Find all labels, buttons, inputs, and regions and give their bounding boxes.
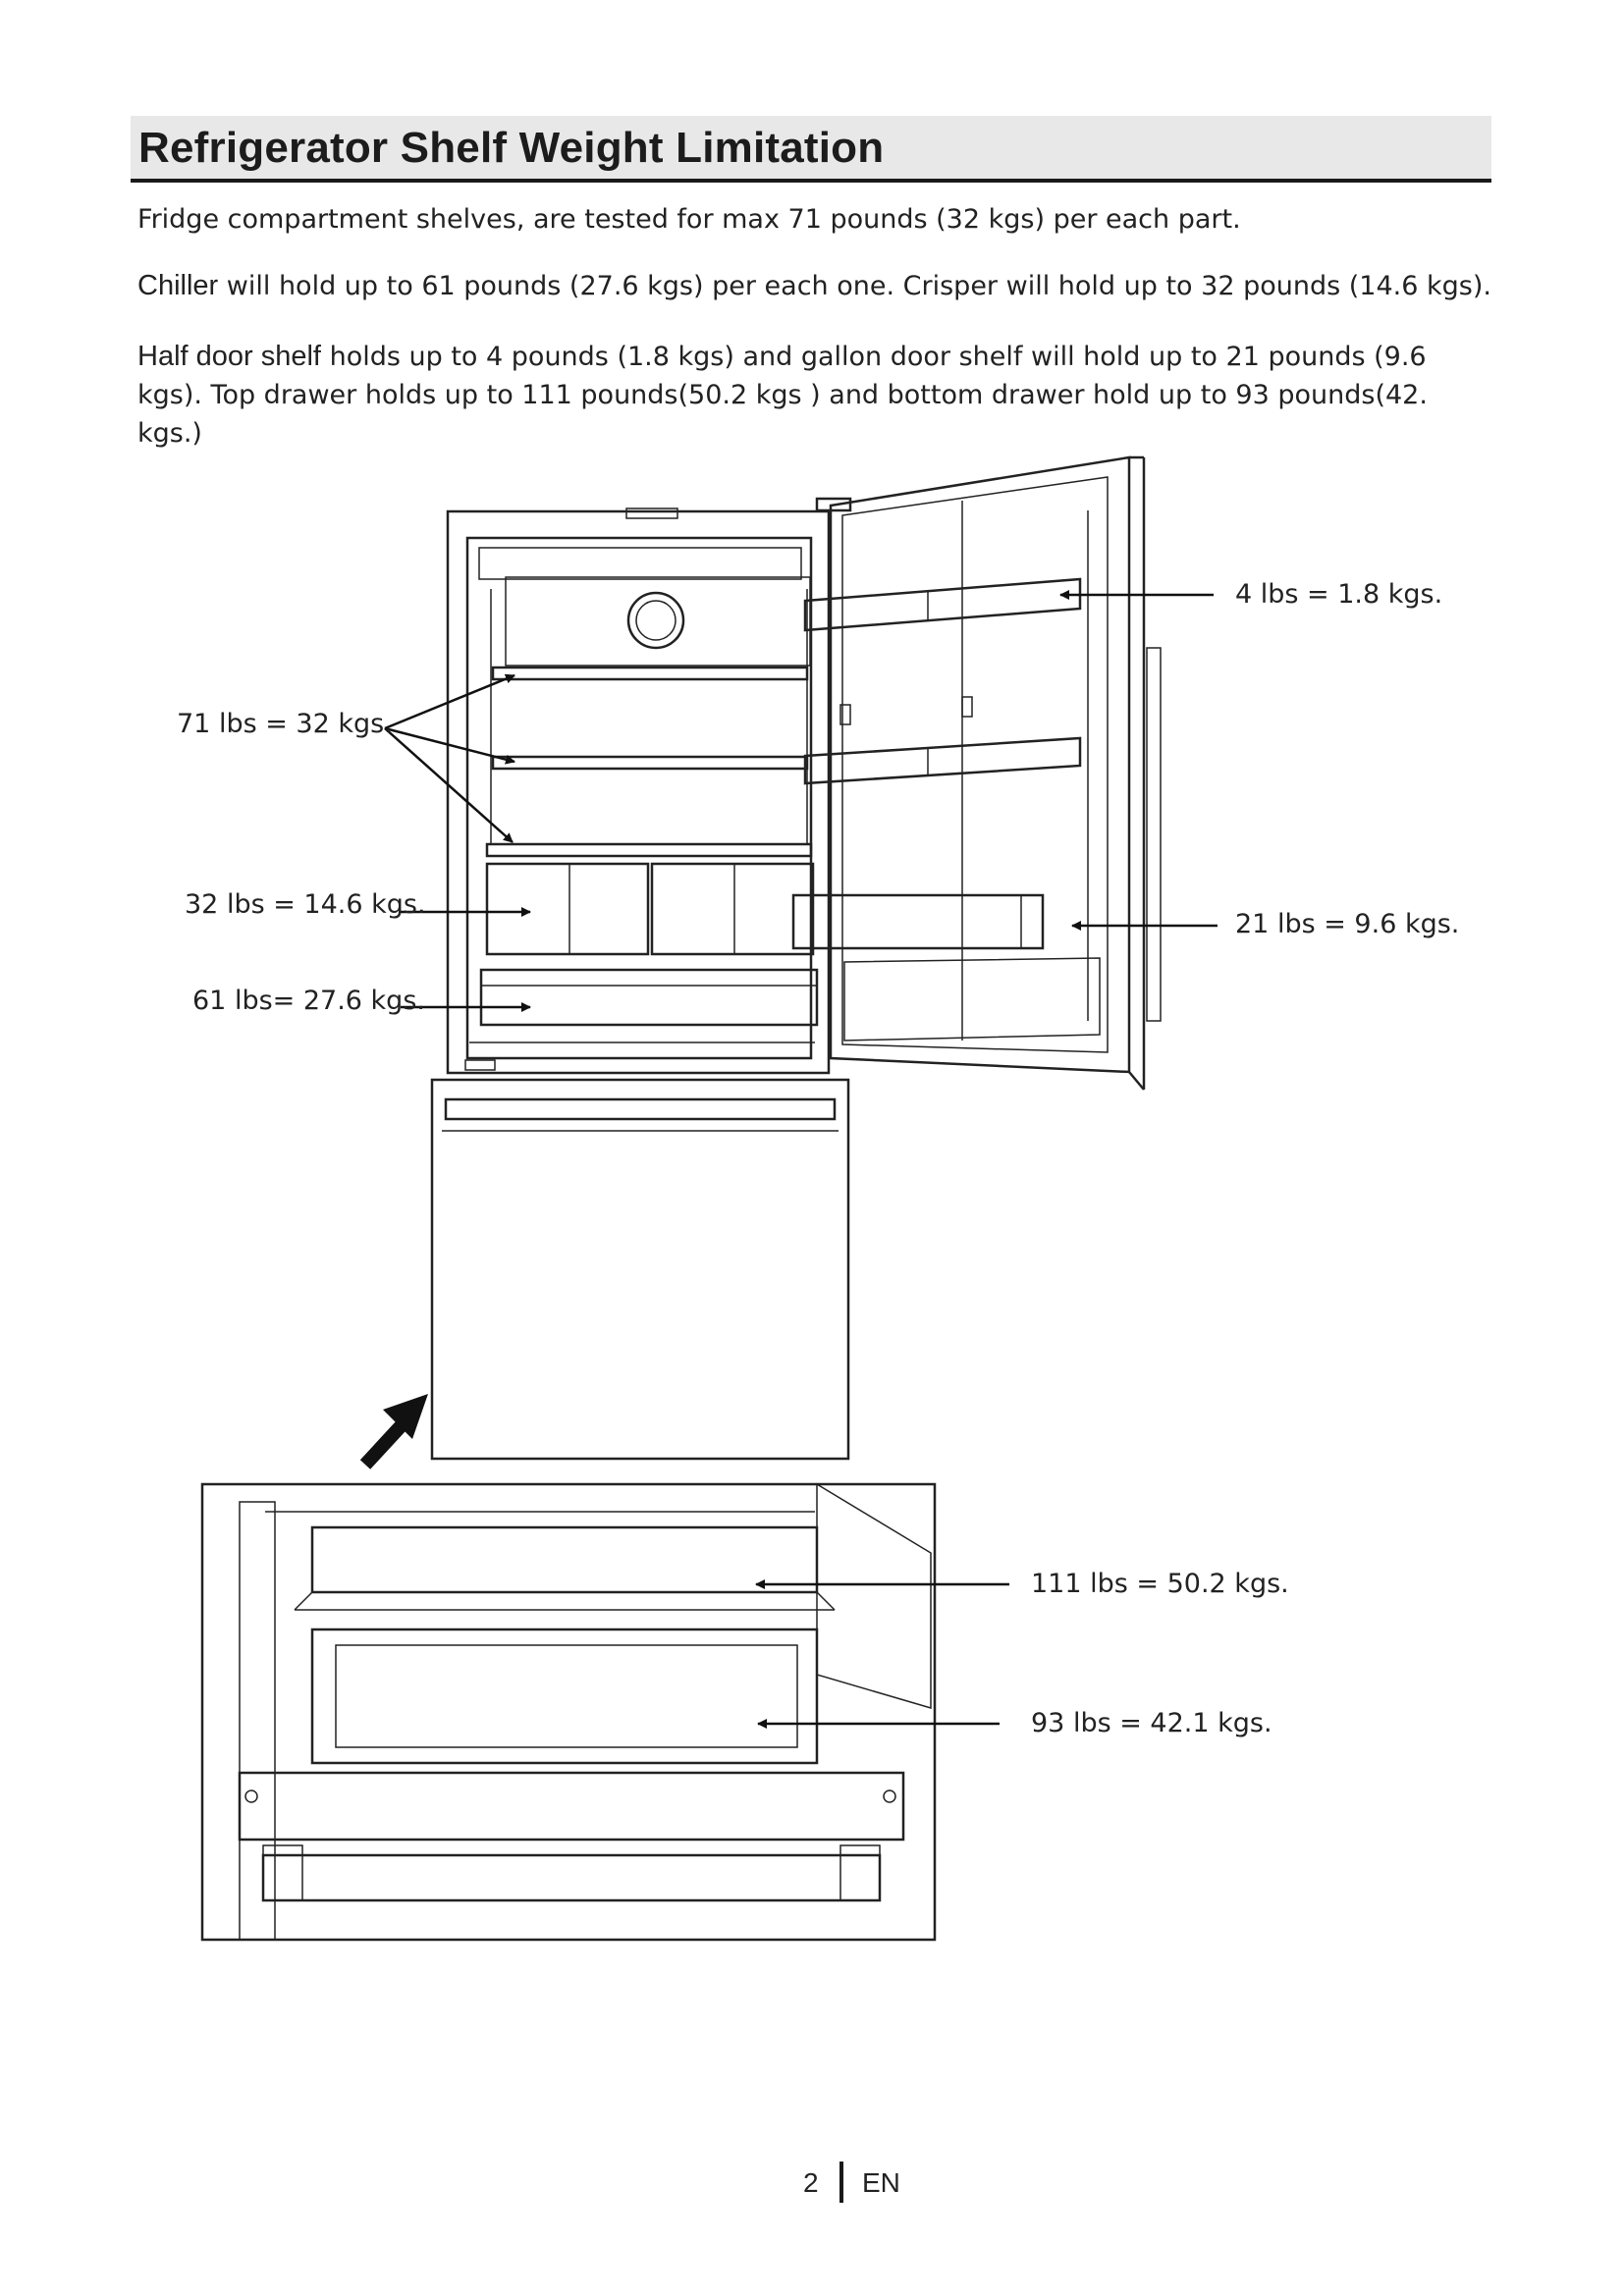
bottom-drawer-weight-label: 93 lbs = 42.1 kgs. — [1031, 1708, 1272, 1738]
freezer-drawers-open — [202, 1484, 935, 1940]
fridge-shelf-pointer-1 — [385, 675, 514, 728]
chiller-term: Chiller — [137, 270, 219, 301]
language-code: EN — [862, 2167, 900, 2198]
page-title: Refrigerator Shelf Weight Limitation — [138, 124, 885, 172]
fridge-shelves-paragraph: Fridge compartment shelves, are tested for max 71 pounds (32 kgs) per each part. — [137, 204, 1241, 235]
door-shelf-weight-label: 4 lbs = 1.8 kgs. — [1235, 579, 1443, 610]
gallon-shelf-weight-label: 21 lbs = 9.6 kgs. — [1235, 909, 1460, 939]
freezer-drawer-front — [432, 1080, 848, 1459]
fridge-door — [793, 457, 1161, 1090]
door-drawer-text: holds up to 4 pounds (1.8 kgs) and gallon door shelf will hold up to 21 pounds (9.6 kgs). Top drawer holds up to 111 pounds(50.2 kgs ) and bottom drawer hold up to 93 pounds(42. kgs.) — [137, 342, 1428, 449]
crisper-weight-label: 32 lbs = 14.6 kgs. — [185, 889, 426, 920]
callout-arrows — [385, 595, 1218, 1724]
page-number: 2 — [803, 2167, 819, 2198]
footer-divider — [839, 2162, 843, 2203]
page-footer — [0, 2158, 1624, 2207]
top-drawer-weight-label: 111 lbs = 50.2 kgs. — [1031, 1569, 1289, 1599]
open-drawer-arrow — [365, 1394, 428, 1465]
fridge-shelves-weight-label: 71 lbs = 32 kgs. — [177, 709, 393, 739]
fridge-cabinet — [448, 508, 829, 1073]
half-door-shelf-term: Half door shelf — [137, 341, 321, 372]
chiller-text: will hold up to 61 pounds (27.6 kgs) per each one. Crisper will hold up to 32 pounds (14.6 kgs). — [218, 271, 1491, 301]
chiller-weight-label: 61 lbs= 27.6 kgs. — [192, 986, 425, 1016]
